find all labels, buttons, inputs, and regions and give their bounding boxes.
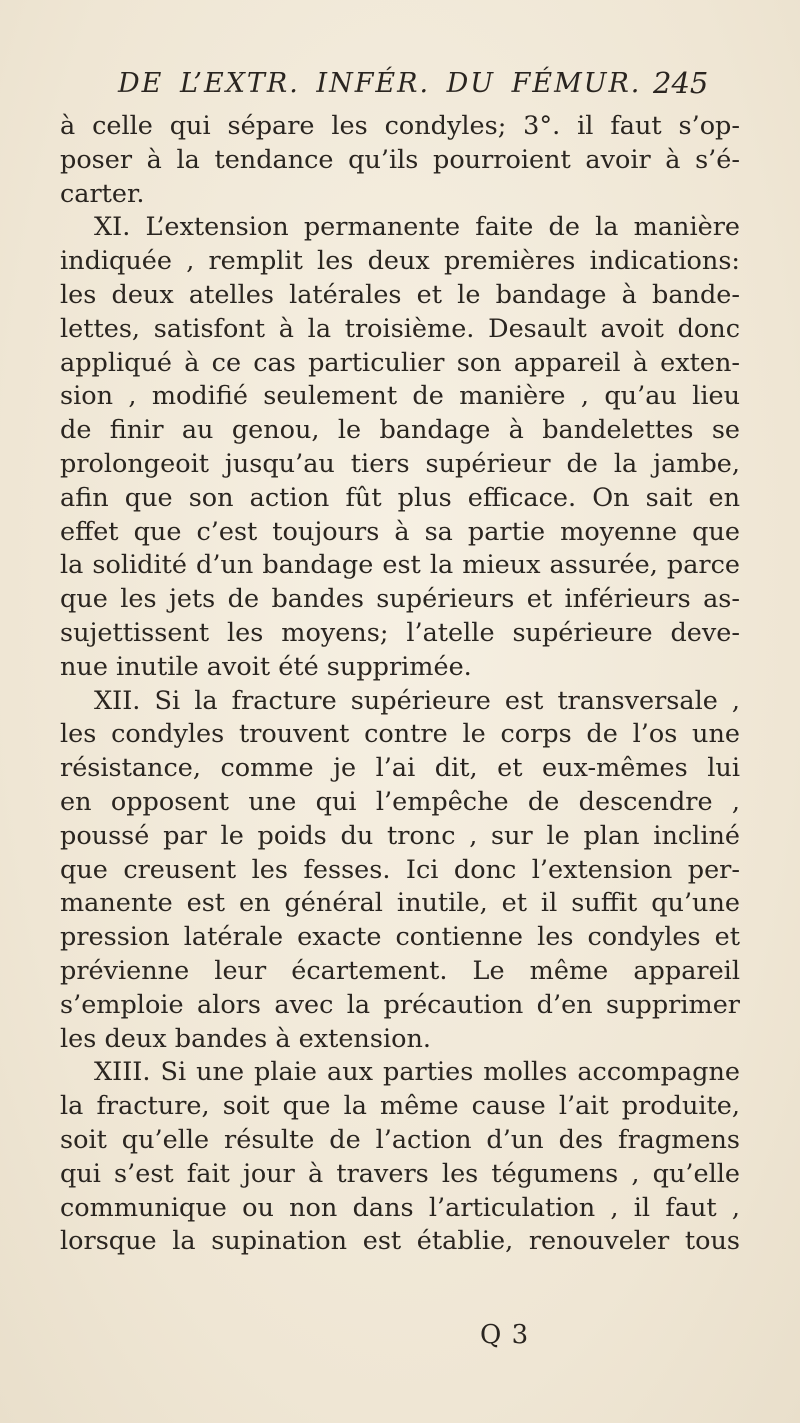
text-line: effet que c’est toujours à sa partie moyenne que <box>60 516 740 547</box>
text-line: à celle qui sépare les condyles; 3°. il faut s’op- <box>60 111 740 141</box>
text-line: que les jets de bandes supérieurs et inférieurs as- <box>60 584 740 615</box>
page-number: 245 <box>653 66 709 100</box>
text-line: qui s’est fait jour à travers les tégumens , qu’elle <box>60 1158 740 1189</box>
text-line: XI. L’extension permanente faite de la manière <box>94 212 740 243</box>
text-line: manente est en général inutile, et il suffit qu’une <box>60 888 740 919</box>
text-line: les deux atelles latérales et le bandage à bande- <box>60 279 740 310</box>
text-line: pression latérale exacte contienne les condyles et <box>60 922 740 953</box>
signature-mark: Q 3 <box>480 1320 530 1350</box>
text-line: poser à la tendance qu’ils pourroient avoir à s’é- <box>60 144 740 175</box>
text-line: prolongeoit jusqu’au tiers supérieur de la jambe, <box>60 448 740 479</box>
text-line: la fracture, soit que la même cause l’ait produite, <box>60 1091 740 1122</box>
text-line: carter. <box>60 178 145 209</box>
text-line: XIII. Si une plaie aux parties molles accompagne <box>94 1057 740 1088</box>
text-line: les condyles trouvent contre le corps de l’os une <box>60 719 740 750</box>
text-line: s’emploie alors avec la précaution d’en supprimer <box>60 989 740 1020</box>
text-line: appliqué à ce cas particulier son appareil à exten- <box>60 347 740 378</box>
text-line: la solidité d’un bandage est la mieux assurée, parce <box>60 550 740 581</box>
text-line: lorsque la supination est établie, renouveler tous <box>60 1226 740 1257</box>
text-line: lettes, satisfont à la troisième. Desault avoit donc <box>60 313 740 344</box>
text-line: poussé par le poids du tronc , sur le plan incliné <box>60 820 740 851</box>
text-line: XII. Si la fracture supérieure est transversale , <box>94 685 740 716</box>
text-line: indiquée , remplit les deux premières indications: <box>60 246 740 277</box>
text-line: que creusent les fesses. Ici donc l’extension per- <box>60 854 740 885</box>
text-line: sion , modifié seulement de manière , qu’au lieu <box>60 381 740 412</box>
text-line: soit qu’elle résulte de l’action d’un des fragmens <box>60 1124 740 1155</box>
text-line: nue inutile avoit été supprimée. <box>60 651 472 682</box>
text-line: afin que son action fût plus efficace. On sait en <box>60 482 740 513</box>
text-line: résistance, comme je l’ai dit, et eux-mêmes lui <box>60 753 740 784</box>
running-head: DE L’EXTR. INFÉR. DU FÉMUR. <box>118 68 642 99</box>
text-line: prévienne leur écartement. Le même appareil <box>60 955 740 986</box>
text-line: de finir au genou, le bandage à bandelettes se <box>60 415 740 446</box>
body-text <box>60 110 740 1259</box>
text-line: communique ou non dans l’articulation , il faut , <box>60 1192 740 1223</box>
text-line: sujettissent les moyens; l’atelle supérieure deve- <box>60 617 740 648</box>
text-line: en opposent une qui l’empêche de descendre , <box>60 786 740 817</box>
text-line: les deux bandes à extension. <box>60 1023 431 1054</box>
